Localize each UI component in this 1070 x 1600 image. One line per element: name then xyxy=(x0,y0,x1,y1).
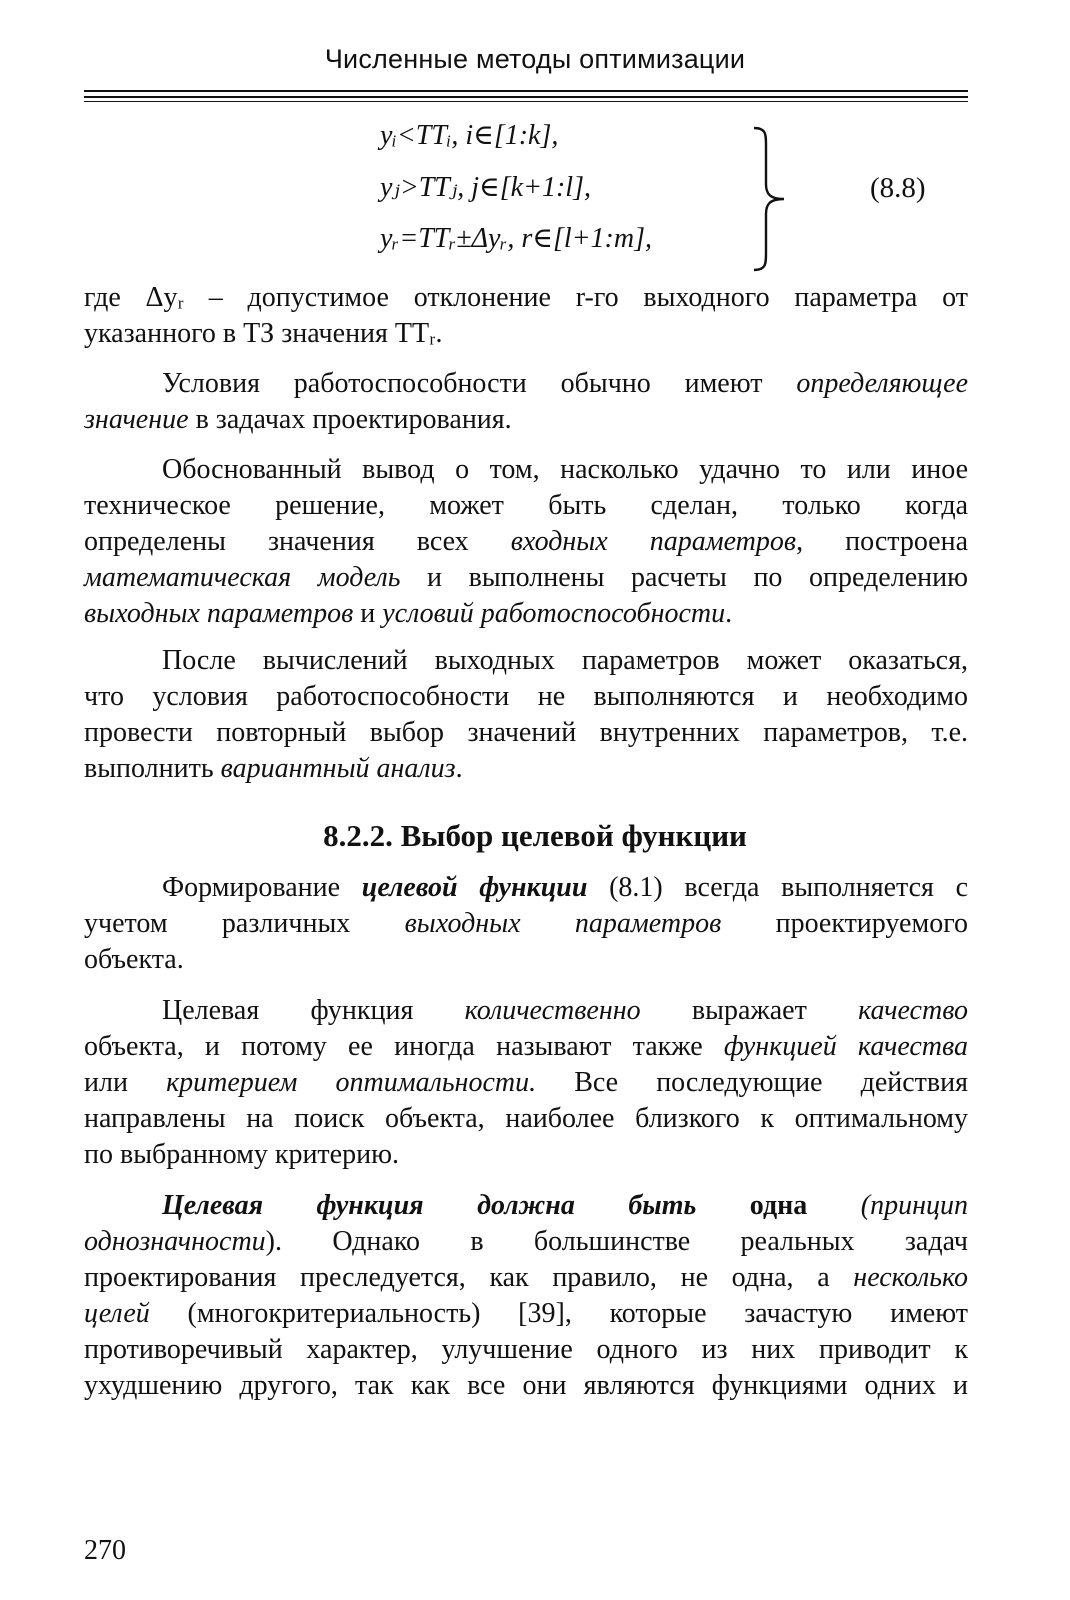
paragraph-6 xyxy=(84,993,968,1173)
bold-italic-term: целевой функции xyxy=(361,872,588,903)
italic-term: условий работоспособности xyxy=(382,598,726,629)
p3-line-3 xyxy=(84,524,968,560)
italic-term: вариантный анализ xyxy=(220,753,456,784)
text-run: учетом различных xyxy=(84,908,405,939)
italic-term: однозначности xyxy=(84,1226,266,1257)
text-run: , построена xyxy=(796,526,969,557)
p3-line-4 xyxy=(84,560,968,596)
text-run: . xyxy=(725,598,733,629)
equation-number: (8.8) xyxy=(870,172,926,204)
equation-line-3: yᵣ=TTᵣ±Δyᵣ, r∈[l+1:m], xyxy=(380,223,653,254)
section-heading: 8.2.2. Выбор целевой функции xyxy=(323,818,747,853)
equation-line-2: yⱼ>TTⱼ, j∈[k+1:l], xyxy=(380,172,591,203)
running-header: Численные методы оптимизации xyxy=(324,44,746,74)
p4-line-4 xyxy=(84,751,968,787)
text-run: Условия работоспособности обычно имеют xyxy=(162,368,763,399)
p5-line-2 xyxy=(84,906,968,942)
right-brace-icon xyxy=(752,126,788,272)
p5-line-3: объекта. xyxy=(84,944,184,975)
p4-line-2: что условия работоспособности не выполняются и необходимо xyxy=(84,681,968,712)
p2-line-1 xyxy=(84,366,968,402)
italic-term: значение xyxy=(84,404,189,435)
text-run: (8.1) всегда выполняется с xyxy=(587,872,969,903)
text-run: ). Однако в большинстве реальных задач xyxy=(265,1226,968,1257)
text-run: проектируемого xyxy=(721,908,968,939)
text-run: . xyxy=(455,753,463,784)
italic-term: (принцип xyxy=(860,1190,968,1221)
header-rule-middle xyxy=(84,96,968,98)
text-run: (многокритериальность) [39], которые зачастую имеют xyxy=(149,1298,968,1329)
paragraph-7 xyxy=(84,1188,968,1404)
p3-line-2: техническое решение, может быть сделан, только когда xyxy=(84,490,968,521)
p6-line-3 xyxy=(84,1065,968,1101)
italic-term: критерием оптимальности. xyxy=(166,1067,537,1098)
p6-line-4: направлены на поиск объекта, наиболее близкого к оптимальному xyxy=(84,1103,968,1134)
italic-term: несколько xyxy=(853,1262,968,1293)
text-run: объекта, и потому ее иногда называют также xyxy=(84,1031,724,1062)
p6-line-2 xyxy=(84,1029,968,1065)
text-run: и выполнены расчеты по определению xyxy=(400,562,969,593)
p7-line-5: противоречивый характер, улучшение одного из них приводит к xyxy=(84,1334,968,1365)
italic-term: количественно xyxy=(464,995,641,1026)
equation-line-1: yᵢ<TTᵢ, i∈[1:k], xyxy=(380,120,559,151)
p1-line-2: указанного в ТЗ значения TTᵣ. xyxy=(84,318,443,349)
italic-term: качество xyxy=(858,995,968,1026)
text-run: выполнить xyxy=(84,753,221,784)
text-run: выражает xyxy=(640,995,859,1026)
p3-line-1: Обоснованный вывод о том, насколько удачно то или иное xyxy=(162,454,968,485)
header-rule-thick xyxy=(84,90,968,92)
text-run: определены значения всех xyxy=(84,526,511,557)
paragraph-2 xyxy=(84,366,968,438)
p7-line-6: ухудшению другого, так как все они являются функциями одних и xyxy=(84,1370,968,1401)
paragraph-5 xyxy=(84,870,968,978)
text-run: и xyxy=(353,598,383,629)
italic-term: выходных параметров xyxy=(84,598,354,629)
italic-term: входных параметров xyxy=(510,526,797,557)
p7-line-1 xyxy=(84,1188,968,1224)
text-run: Все последующие действия xyxy=(536,1067,968,1098)
bold-term: одна xyxy=(696,1190,861,1221)
p1-line-1: где Δyᵣ – допустимое отклонение r-го выходного параметра от xyxy=(84,282,968,313)
page-number: 270 xyxy=(84,1535,126,1566)
p6-line-1 xyxy=(84,993,968,1029)
p4-line-3: провести повторный выбор значений внутренних параметров, т.е. xyxy=(84,717,968,748)
text-run: или xyxy=(84,1067,167,1098)
text-run: проектирования преследуется, как правило, не одна, а xyxy=(84,1262,854,1293)
p3-line-5 xyxy=(84,596,968,632)
text-run: Целевая функция xyxy=(162,995,465,1026)
italic-term: функцией качества xyxy=(723,1031,968,1062)
paragraph-4 xyxy=(84,643,968,787)
italic-term: целей xyxy=(84,1298,150,1329)
p5-line-1 xyxy=(84,870,968,906)
p7-line-3 xyxy=(84,1260,968,1296)
italic-term: определяющее xyxy=(796,368,969,399)
p6-line-5: по выбранному критерию. xyxy=(84,1139,399,1170)
p7-line-4 xyxy=(84,1296,968,1332)
header-rule-thin xyxy=(84,101,968,102)
paragraph-3 xyxy=(84,452,968,632)
p4-line-1: После вычислений выходных параметров может оказаться, xyxy=(162,645,968,676)
italic-term: выходных параметров xyxy=(404,908,722,939)
paragraph-1 xyxy=(84,280,968,352)
italic-term: математическая модель xyxy=(84,562,401,593)
p2-line-2 xyxy=(84,402,968,438)
text-run: Формирование xyxy=(162,872,362,903)
bold-italic-term: Целевая функция должна быть xyxy=(162,1190,697,1221)
p7-line-2 xyxy=(84,1224,968,1260)
text-run: в задачах проектирования. xyxy=(188,404,512,435)
